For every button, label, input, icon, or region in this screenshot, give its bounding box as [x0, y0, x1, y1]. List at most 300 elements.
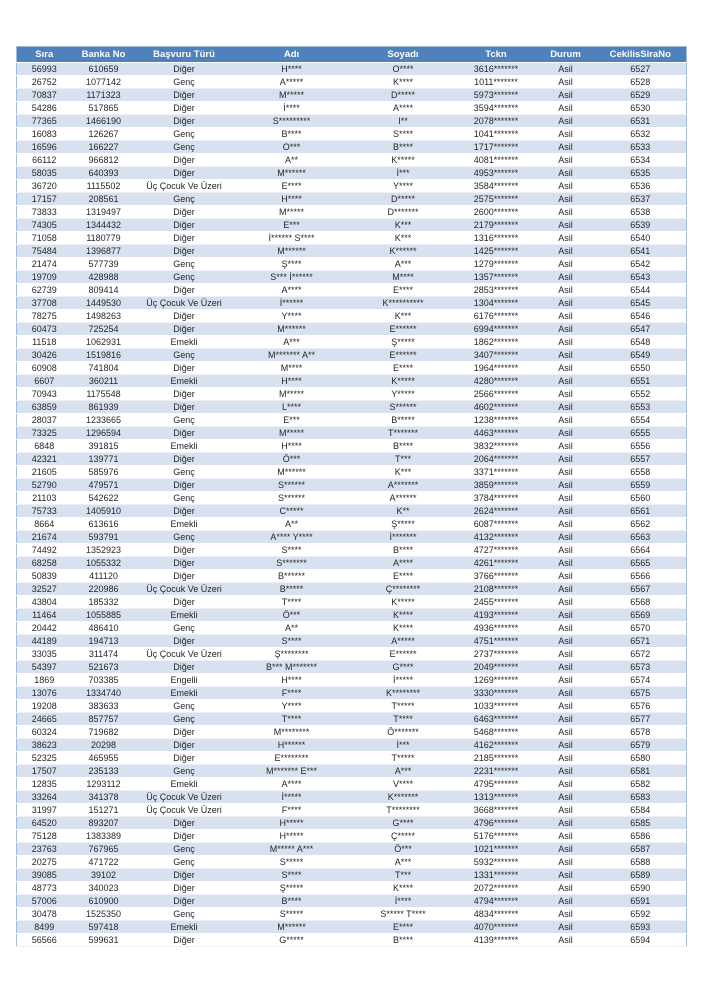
cell-tckn: 4751******* [456, 635, 537, 648]
column-header-tckn: Tckn [456, 47, 537, 63]
cell-adi: B*** M******* [233, 661, 351, 674]
cell-cekilis-sira-no: 6544 [595, 284, 687, 297]
cell-durum: Asil [537, 713, 595, 726]
cell-tckn: 1313******* [456, 791, 537, 804]
cell-soyadi: K**** [351, 882, 456, 895]
table-row [17, 752, 687, 765]
table-row [17, 193, 687, 206]
table-row [17, 336, 687, 349]
cell-cekilis-sira-no: 6587 [595, 843, 687, 856]
cell-cekilis-sira-no: 6530 [595, 102, 687, 115]
cell-basvuru-turu: Diğer [136, 869, 233, 882]
cell-tckn: 3371******* [456, 466, 537, 479]
cell-sira: 42321 [17, 453, 72, 466]
cell-sira: 33035 [17, 648, 72, 661]
cell-soyadi: M**** [351, 271, 456, 284]
table-row [17, 726, 687, 739]
cell-sira: 57006 [17, 895, 72, 908]
cell-banka-no: 411120 [72, 570, 136, 583]
cell-adi: T**** [233, 596, 351, 609]
cell-soyadi: O**** [351, 63, 456, 76]
cell-banka-no: 1296594 [72, 427, 136, 440]
cell-basvuru-turu: Diğer [136, 219, 233, 232]
cell-banka-no: 741804 [72, 362, 136, 375]
cell-basvuru-turu: Genç [136, 258, 233, 271]
cell-durum: Asil [537, 752, 595, 765]
cell-tckn: 4070******* [456, 921, 537, 934]
cell-soyadi: Y***** [351, 388, 456, 401]
cell-basvuru-turu: Emekli [136, 336, 233, 349]
cell-basvuru-turu: Diğer [136, 726, 233, 739]
cell-cekilis-sira-no: 6535 [595, 167, 687, 180]
cell-adi: M****** [233, 466, 351, 479]
cell-adi: S****** [233, 492, 351, 505]
cell-banka-no: 194713 [72, 635, 136, 648]
cell-durum: Asil [537, 440, 595, 453]
cell-cekilis-sira-no: 6589 [595, 869, 687, 882]
cell-sira: 12835 [17, 778, 72, 791]
table-row [17, 440, 687, 453]
cell-cekilis-sira-no: 6563 [595, 531, 687, 544]
cell-durum: Asil [537, 414, 595, 427]
cell-durum: Asil [537, 479, 595, 492]
cell-banka-no: 126267 [72, 128, 136, 141]
cell-basvuru-turu: Engelli [136, 674, 233, 687]
cell-durum: Asil [537, 206, 595, 219]
cell-banka-no: 1180779 [72, 232, 136, 245]
cell-basvuru-turu: Diğer [136, 401, 233, 414]
cell-durum: Asil [537, 609, 595, 622]
cell-tckn: 4162******* [456, 739, 537, 752]
cell-tckn: 6994******* [456, 323, 537, 336]
cell-banka-no: 208561 [72, 193, 136, 206]
cell-tckn: 4132******* [456, 531, 537, 544]
cell-adi: Ş**** [233, 258, 351, 271]
table-row [17, 401, 687, 414]
cell-adi: M****** [233, 921, 351, 934]
cell-banka-no: 857757 [72, 713, 136, 726]
cell-cekilis-sira-no: 6541 [595, 245, 687, 258]
cell-soyadi: K*** [351, 219, 456, 232]
column-header-sira: Sıra [17, 47, 72, 63]
cell-sira: 8499 [17, 921, 72, 934]
cell-adi: M****** [233, 167, 351, 180]
cell-cekilis-sira-no: 6566 [595, 570, 687, 583]
cell-adi: H***** [233, 817, 351, 830]
cell-soyadi: K**** [351, 622, 456, 635]
table-row [17, 843, 687, 856]
table-row [17, 102, 687, 115]
cell-cekilis-sira-no: 6562 [595, 518, 687, 531]
cell-adi: Ş******** [233, 648, 351, 661]
cell-sira: 73833 [17, 206, 72, 219]
cell-tckn: 3859******* [456, 479, 537, 492]
cell-sira: 78275 [17, 310, 72, 323]
cell-tckn: 4936******* [456, 622, 537, 635]
table-row [17, 622, 687, 635]
cell-cekilis-sira-no: 6555 [595, 427, 687, 440]
cell-tckn: 5973******* [456, 89, 537, 102]
table-row [17, 700, 687, 713]
table-row [17, 492, 687, 505]
cell-tckn: 4794******* [456, 895, 537, 908]
cell-banka-no: 597418 [72, 921, 136, 934]
cell-adi: H**** [233, 674, 351, 687]
cell-tckn: 1238******* [456, 414, 537, 427]
table-row [17, 76, 687, 89]
column-header-banka-no: Banka No [72, 47, 136, 63]
cell-sira: 30426 [17, 349, 72, 362]
cell-soyadi: İ******* [351, 531, 456, 544]
cell-soyadi: Ş***** [351, 518, 456, 531]
table-body [17, 63, 687, 947]
cell-durum: Asil [537, 180, 595, 193]
cell-cekilis-sira-no: 6545 [595, 297, 687, 310]
cell-cekilis-sira-no: 6533 [595, 141, 687, 154]
table-row [17, 375, 687, 388]
cell-soyadi: G**** [351, 661, 456, 674]
cell-durum: Asil [537, 466, 595, 479]
cell-banka-no: 1352923 [72, 544, 136, 557]
cell-durum: Asil [537, 245, 595, 258]
cell-banka-no: 471722 [72, 856, 136, 869]
cell-tckn: 2064******* [456, 453, 537, 466]
cell-basvuru-turu: Üç Çocuk Ve Üzeri [136, 583, 233, 596]
cell-banka-no: 593791 [72, 531, 136, 544]
cell-sira: 50839 [17, 570, 72, 583]
cell-soyadi: K********** [351, 297, 456, 310]
cell-basvuru-turu: Genç [136, 622, 233, 635]
cell-basvuru-turu: Emekli [136, 518, 233, 531]
cell-basvuru-turu: Emekli [136, 921, 233, 934]
cell-tckn: 2455******* [456, 596, 537, 609]
cell-cekilis-sira-no: 6559 [595, 479, 687, 492]
cell-tckn: 1357******* [456, 271, 537, 284]
cell-adi: İ****** S**** [233, 232, 351, 245]
cell-adi: M**** [233, 362, 351, 375]
cell-sira: 71058 [17, 232, 72, 245]
cell-soyadi: Ö******* [351, 726, 456, 739]
cell-adi: S***** [233, 856, 351, 869]
cell-adi: A** [233, 154, 351, 167]
cell-adi: İ**** [233, 102, 351, 115]
cell-cekilis-sira-no: 6592 [595, 908, 687, 921]
cell-tckn: 4796******* [456, 817, 537, 830]
cell-sira: 56566 [17, 934, 72, 947]
cell-sira: 44189 [17, 635, 72, 648]
cell-sira: 20275 [17, 856, 72, 869]
cell-sira: 74492 [17, 544, 72, 557]
cell-banka-no: 640393 [72, 167, 136, 180]
table-row [17, 544, 687, 557]
cell-cekilis-sira-no: 6548 [595, 336, 687, 349]
cell-tckn: 4261******* [456, 557, 537, 570]
cell-durum: Asil [537, 895, 595, 908]
cell-adi: M****** [233, 245, 351, 258]
cell-soyadi: T***** [351, 700, 456, 713]
cell-adi: M******* E*** [233, 765, 351, 778]
cell-sira: 13076 [17, 687, 72, 700]
cell-sira: 38623 [17, 739, 72, 752]
cell-tckn: 2049******* [456, 661, 537, 674]
cell-basvuru-turu: Diğer [136, 206, 233, 219]
cell-cekilis-sira-no: 6531 [595, 115, 687, 128]
cell-tckn: 4139******* [456, 934, 537, 947]
cell-cekilis-sira-no: 6580 [595, 752, 687, 765]
table-row [17, 271, 687, 284]
cell-adi: A**** [233, 284, 351, 297]
cell-cekilis-sira-no: 6588 [595, 856, 687, 869]
cell-soyadi: T**** [351, 713, 456, 726]
cell-soyadi: A****** [351, 492, 456, 505]
cell-tckn: 2853******* [456, 284, 537, 297]
cell-durum: Asil [537, 635, 595, 648]
table-row [17, 765, 687, 778]
cell-adi: B****** [233, 570, 351, 583]
cell-banka-no: 486410 [72, 622, 136, 635]
cell-cekilis-sira-no: 6578 [595, 726, 687, 739]
cell-durum: Asil [537, 219, 595, 232]
cell-banka-no: 542622 [72, 492, 136, 505]
cell-tckn: 6087******* [456, 518, 537, 531]
cell-durum: Asil [537, 141, 595, 154]
cell-soyadi: Ç******** [351, 583, 456, 596]
cell-basvuru-turu: Genç [136, 141, 233, 154]
cell-basvuru-turu: Diğer [136, 635, 233, 648]
table-row [17, 531, 687, 544]
cell-durum: Asil [537, 869, 595, 882]
column-header-durum: Durum [537, 47, 595, 63]
cell-cekilis-sira-no: 6528 [595, 76, 687, 89]
cell-cekilis-sira-no: 6591 [595, 895, 687, 908]
cell-banka-no: 1115502 [72, 180, 136, 193]
cell-sira: 68258 [17, 557, 72, 570]
cell-basvuru-turu: Emekli [136, 778, 233, 791]
cell-sira: 77365 [17, 115, 72, 128]
cell-basvuru-turu: Diğer [136, 115, 233, 128]
cell-cekilis-sira-no: 6550 [595, 362, 687, 375]
cell-tckn: 1964******* [456, 362, 537, 375]
cell-adi: H**** [233, 440, 351, 453]
cell-cekilis-sira-no: 6583 [595, 791, 687, 804]
cell-durum: Asil [537, 453, 595, 466]
cell-tckn: 1033******* [456, 700, 537, 713]
cell-cekilis-sira-no: 6577 [595, 713, 687, 726]
cell-banka-no: 428988 [72, 271, 136, 284]
cell-durum: Asil [537, 362, 595, 375]
cell-basvuru-turu: Genç [136, 492, 233, 505]
cell-cekilis-sira-no: 6582 [595, 778, 687, 791]
cell-tckn: 1304******* [456, 297, 537, 310]
cell-durum: Asil [537, 492, 595, 505]
cell-basvuru-turu: Diğer [136, 284, 233, 297]
cell-soyadi: B**** [351, 934, 456, 947]
cell-banka-no: 577739 [72, 258, 136, 271]
cell-soyadi: A******* [351, 479, 456, 492]
cell-durum: Asil [537, 557, 595, 570]
cell-durum: Asil [537, 700, 595, 713]
cell-soyadi: A***** [351, 635, 456, 648]
cell-tckn: 4081******* [456, 154, 537, 167]
cell-adi: F**** [233, 804, 351, 817]
cell-adi: M***** [233, 89, 351, 102]
cell-sira: 37708 [17, 297, 72, 310]
cell-durum: Asil [537, 349, 595, 362]
cell-adi: O*** [233, 141, 351, 154]
cell-tckn: 4463******* [456, 427, 537, 440]
cell-durum: Asil [537, 570, 595, 583]
cell-soyadi: E**** [351, 284, 456, 297]
cell-sira: 54286 [17, 102, 72, 115]
cell-basvuru-turu: Diğer [136, 362, 233, 375]
table-row [17, 921, 687, 934]
cell-cekilis-sira-no: 6586 [595, 830, 687, 843]
cell-sira: 48773 [17, 882, 72, 895]
cell-banka-no: 585976 [72, 466, 136, 479]
cell-sira: 75733 [17, 505, 72, 518]
cell-cekilis-sira-no: 6579 [595, 739, 687, 752]
cell-sira: 11518 [17, 336, 72, 349]
table-row [17, 284, 687, 297]
cell-basvuru-turu: Genç [136, 466, 233, 479]
cell-soyadi: V**** [351, 778, 456, 791]
cell-basvuru-turu: Genç [136, 349, 233, 362]
cell-tckn: 2624******* [456, 505, 537, 518]
cell-sira: 70837 [17, 89, 72, 102]
cell-cekilis-sira-no: 6567 [595, 583, 687, 596]
cell-banka-no: 220986 [72, 583, 136, 596]
cell-banka-no: 235133 [72, 765, 136, 778]
cell-sira: 26752 [17, 76, 72, 89]
cell-sira: 23763 [17, 843, 72, 856]
table-row [17, 453, 687, 466]
cell-sira: 6848 [17, 440, 72, 453]
cell-banka-no: 1175548 [72, 388, 136, 401]
column-header-adi: Adı [233, 47, 351, 63]
cell-banka-no: 479571 [72, 479, 136, 492]
cell-banka-no: 311474 [72, 648, 136, 661]
cell-adi: M***** A*** [233, 843, 351, 856]
cell-cekilis-sira-no: 6564 [595, 544, 687, 557]
cell-banka-no: 1055885 [72, 609, 136, 622]
column-header-cekilis-sira-no: CekilisSiraNo [595, 47, 687, 63]
cell-durum: Asil [537, 323, 595, 336]
cell-adi: B**** [233, 895, 351, 908]
cell-tckn: 3668******* [456, 804, 537, 817]
cell-banka-no: 1171323 [72, 89, 136, 102]
cell-durum: Asil [537, 726, 595, 739]
cell-cekilis-sira-no: 6539 [595, 219, 687, 232]
cell-adi: S******* [233, 557, 351, 570]
cell-basvuru-turu: Diğer [136, 232, 233, 245]
cell-soyadi: K**** [351, 76, 456, 89]
table-row [17, 427, 687, 440]
cell-adi: E******** [233, 752, 351, 765]
cell-soyadi: S***** T**** [351, 908, 456, 921]
cell-tckn: 3832******* [456, 440, 537, 453]
cell-adi: H**** [233, 375, 351, 388]
cell-durum: Asil [537, 336, 595, 349]
cell-durum: Asil [537, 102, 595, 115]
cell-sira: 21605 [17, 466, 72, 479]
cell-durum: Asil [537, 622, 595, 635]
table-row [17, 570, 687, 583]
cell-banka-no: 893207 [72, 817, 136, 830]
cell-basvuru-turu: Diğer [136, 934, 233, 947]
table-row [17, 661, 687, 674]
cell-banka-no: 1383389 [72, 830, 136, 843]
cell-durum: Asil [537, 297, 595, 310]
table-header [17, 47, 687, 63]
cell-sira: 6607 [17, 375, 72, 388]
cell-durum: Asil [537, 310, 595, 323]
cell-banka-no: 465955 [72, 752, 136, 765]
cell-cekilis-sira-no: 6565 [595, 557, 687, 570]
cell-durum: Asil [537, 258, 595, 271]
cell-cekilis-sira-no: 6540 [595, 232, 687, 245]
cell-cekilis-sira-no: 6593 [595, 921, 687, 934]
table-row [17, 206, 687, 219]
cell-tckn: 3584******* [456, 180, 537, 193]
cell-cekilis-sira-no: 6560 [595, 492, 687, 505]
cell-basvuru-turu: Genç [136, 193, 233, 206]
cell-cekilis-sira-no: 6532 [595, 128, 687, 141]
cell-basvuru-turu: Diğer [136, 739, 233, 752]
cell-basvuru-turu: Genç [136, 856, 233, 869]
cell-banka-no: 391815 [72, 440, 136, 453]
table-row [17, 869, 687, 882]
cell-tckn: 2072******* [456, 882, 537, 895]
table-row [17, 310, 687, 323]
table-row [17, 804, 687, 817]
cell-adi: L**** [233, 401, 351, 414]
cell-adi: S********* [233, 115, 351, 128]
table-row [17, 908, 687, 921]
cell-soyadi: B**** [351, 440, 456, 453]
cell-cekilis-sira-no: 6546 [595, 310, 687, 323]
cell-basvuru-turu: Genç [136, 531, 233, 544]
table-row [17, 258, 687, 271]
cell-adi: B***** [233, 583, 351, 596]
cell-soyadi: I** [351, 115, 456, 128]
cell-tckn: 4280******* [456, 375, 537, 388]
cell-tckn: 1269******* [456, 674, 537, 687]
cell-durum: Asil [537, 544, 595, 557]
cell-soyadi: E****** [351, 349, 456, 362]
cell-soyadi: A*** [351, 258, 456, 271]
cell-tckn: 2600******* [456, 206, 537, 219]
cell-cekilis-sira-no: 6543 [595, 271, 687, 284]
cell-soyadi: T******* [351, 427, 456, 440]
cell-sira: 21103 [17, 492, 72, 505]
cell-banka-no: 610900 [72, 895, 136, 908]
cell-soyadi: T******** [351, 804, 456, 817]
table-row [17, 466, 687, 479]
table-row [17, 128, 687, 141]
cell-cekilis-sira-no: 6557 [595, 453, 687, 466]
cell-adi: M***** [233, 427, 351, 440]
cell-cekilis-sira-no: 6552 [595, 388, 687, 401]
table-row [17, 141, 687, 154]
cell-cekilis-sira-no: 6561 [595, 505, 687, 518]
cell-adi: A*** [233, 336, 351, 349]
cell-soyadi: K*** [351, 232, 456, 245]
cell-sira: 64520 [17, 817, 72, 830]
cell-soyadi: Ç***** [351, 830, 456, 843]
cell-tckn: 1425******* [456, 245, 537, 258]
cell-soyadi: İ*** [351, 739, 456, 752]
cell-tckn: 2108******* [456, 583, 537, 596]
